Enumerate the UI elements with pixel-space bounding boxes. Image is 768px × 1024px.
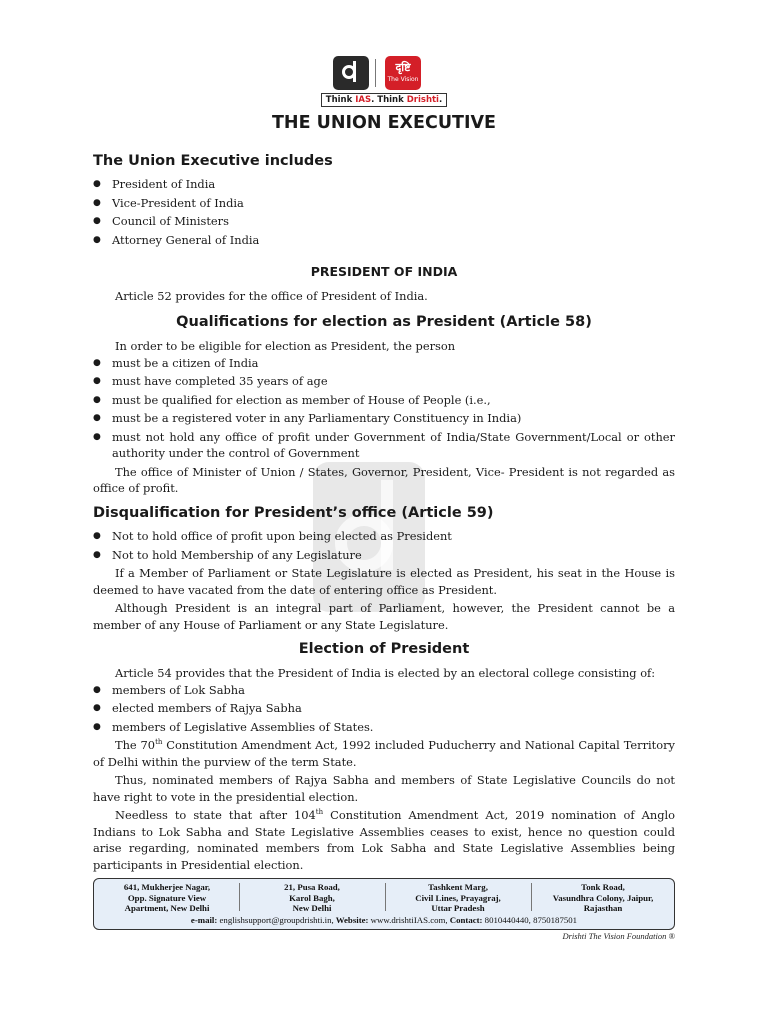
footer-website-link[interactable]: www.drishtiIAS.com, xyxy=(368,915,448,925)
qualifications-heading: Qualifications for election as President (Article 58) xyxy=(176,314,592,330)
list-item: ● must be a registered voter in any Parliamentary Constituency in India) xyxy=(93,410,675,427)
list-item: ● Attorney General of India xyxy=(93,232,675,249)
disqualification-block xyxy=(93,528,675,633)
logo-tagline: Think IAS. Think Drishti. xyxy=(321,93,447,107)
president-heading: PRESIDENT OF INDIA xyxy=(310,264,458,279)
union-executive-list xyxy=(93,176,675,250)
disqualification-heading: Disqualification for President’s office (Article 59) xyxy=(93,505,494,521)
list-item: ● members of Legislative Assemblies of States. xyxy=(93,719,675,736)
president-intro: Article 52 provides for the office of President of India. xyxy=(115,289,428,303)
list-item: ● must not hold any office of profit under Government of India/State Government/Local or other authority under the control of Government xyxy=(93,429,675,462)
footer-address-mukherjee-nagar: 641, Mukherjee Nagar, Opp. Signature View Apartment, New Delhi xyxy=(123,882,211,913)
footer-address-jaipur: Tonk Road, Vasundhra Colony, Jaipur, Rajasthan xyxy=(552,882,654,913)
disqualification-para-1: If a Member of Parliament or State Legislature is elected as President, his seat in the House is deemed to have vacated from the date of entering office as President. xyxy=(93,566,675,597)
list-item: ● elected members of Rajya Sabha xyxy=(93,700,675,717)
election-intro: Article 54 provides that the President of India is elected by an electoral college consisting of: xyxy=(115,666,656,680)
footer-contact-line: e-mail: englishsupport@groupdrishti.in, Website: www.drishtiIAS.com, Contact: 8010440440, 8750187501 xyxy=(190,915,578,925)
amendment-104-para: Needless to state that after 104th Constitution Amendment Act, 2019 nomination of Anglo Indians to Lok Sabha and State Legislative Assemblies ceases to exist, hence no question could arise regarding, nominated members from Lok Sabha and State Legislative Assemblies being participants in Presidential election. xyxy=(93,808,675,872)
footer-address-prayagraj: Tashkent Marg, Civil Lines, Prayagraj, Uttar Pradesh xyxy=(415,882,501,913)
logo-brand-sub: The Vision xyxy=(387,76,419,83)
list-item: ● members of Lok Sabha xyxy=(93,682,675,699)
disqualification-para-2: Although President is an integral part of Parliament, however, the President cannot be a member of any House of Parliament or any State Legislature. xyxy=(93,601,675,632)
footer-divider xyxy=(239,883,240,911)
amendment-70-para: The 70th Constitution Amendment Act, 1992 included Puducherry and National Capital Territory of Delhi within the purview of the term State. xyxy=(93,738,675,769)
logo-brand-hindi: दृष्टि xyxy=(395,61,411,74)
qualifications-block xyxy=(93,338,675,497)
footer-address-box xyxy=(93,878,675,930)
footer-email-link[interactable]: englishsupport@groupdrishti.in, xyxy=(217,915,334,925)
election-block xyxy=(93,665,675,873)
footer-phone: 8010440440, 8750187501 xyxy=(482,915,578,925)
list-item: ● President of India xyxy=(93,176,675,193)
qualifications-intro: In order to be eligible for election as President, the person xyxy=(115,339,456,353)
election-heading: Election of President xyxy=(298,641,470,657)
drishti-hindi-logo xyxy=(385,56,421,90)
drishti-logo xyxy=(321,56,447,108)
list-item: ● Council of Ministers xyxy=(93,213,675,230)
logo-divider xyxy=(375,59,376,87)
drishti-d-logo-icon xyxy=(333,56,369,90)
union-executive-heading: The Union Executive includes xyxy=(93,153,333,169)
footer-address-karol-bagh: 21, Pusa Road, Karol Bagh, New Delhi xyxy=(284,882,340,913)
list-item: ● must be a citizen of India xyxy=(93,355,675,372)
list-item: ● Vice-President of India xyxy=(93,195,675,212)
list-item: ● must have completed 35 years of age xyxy=(93,373,675,390)
nominated-members-para: Thus, nominated members of Rajya Sabha and members of State Legislative Councils do not have right to vote in the presidential election. xyxy=(93,773,675,804)
footer-divider xyxy=(385,883,386,911)
list-item: ● Not to hold office of profit upon being elected as President xyxy=(93,528,675,545)
office-of-profit-note: The office of Minister of Union / States, Governor, President, Vice- President is not regarded as office of profit. xyxy=(93,464,675,495)
list-item: ● must be qualified for election as member of House of People (i.e., xyxy=(93,392,675,409)
footer-credit: Drishti The Vision Foundation ® xyxy=(562,931,675,941)
list-item: ● Not to hold Membership of any Legislature xyxy=(93,547,675,564)
page-title: THE UNION EXECUTIVE xyxy=(271,113,496,133)
president-intro-block xyxy=(93,288,675,305)
footer-divider xyxy=(531,883,532,911)
